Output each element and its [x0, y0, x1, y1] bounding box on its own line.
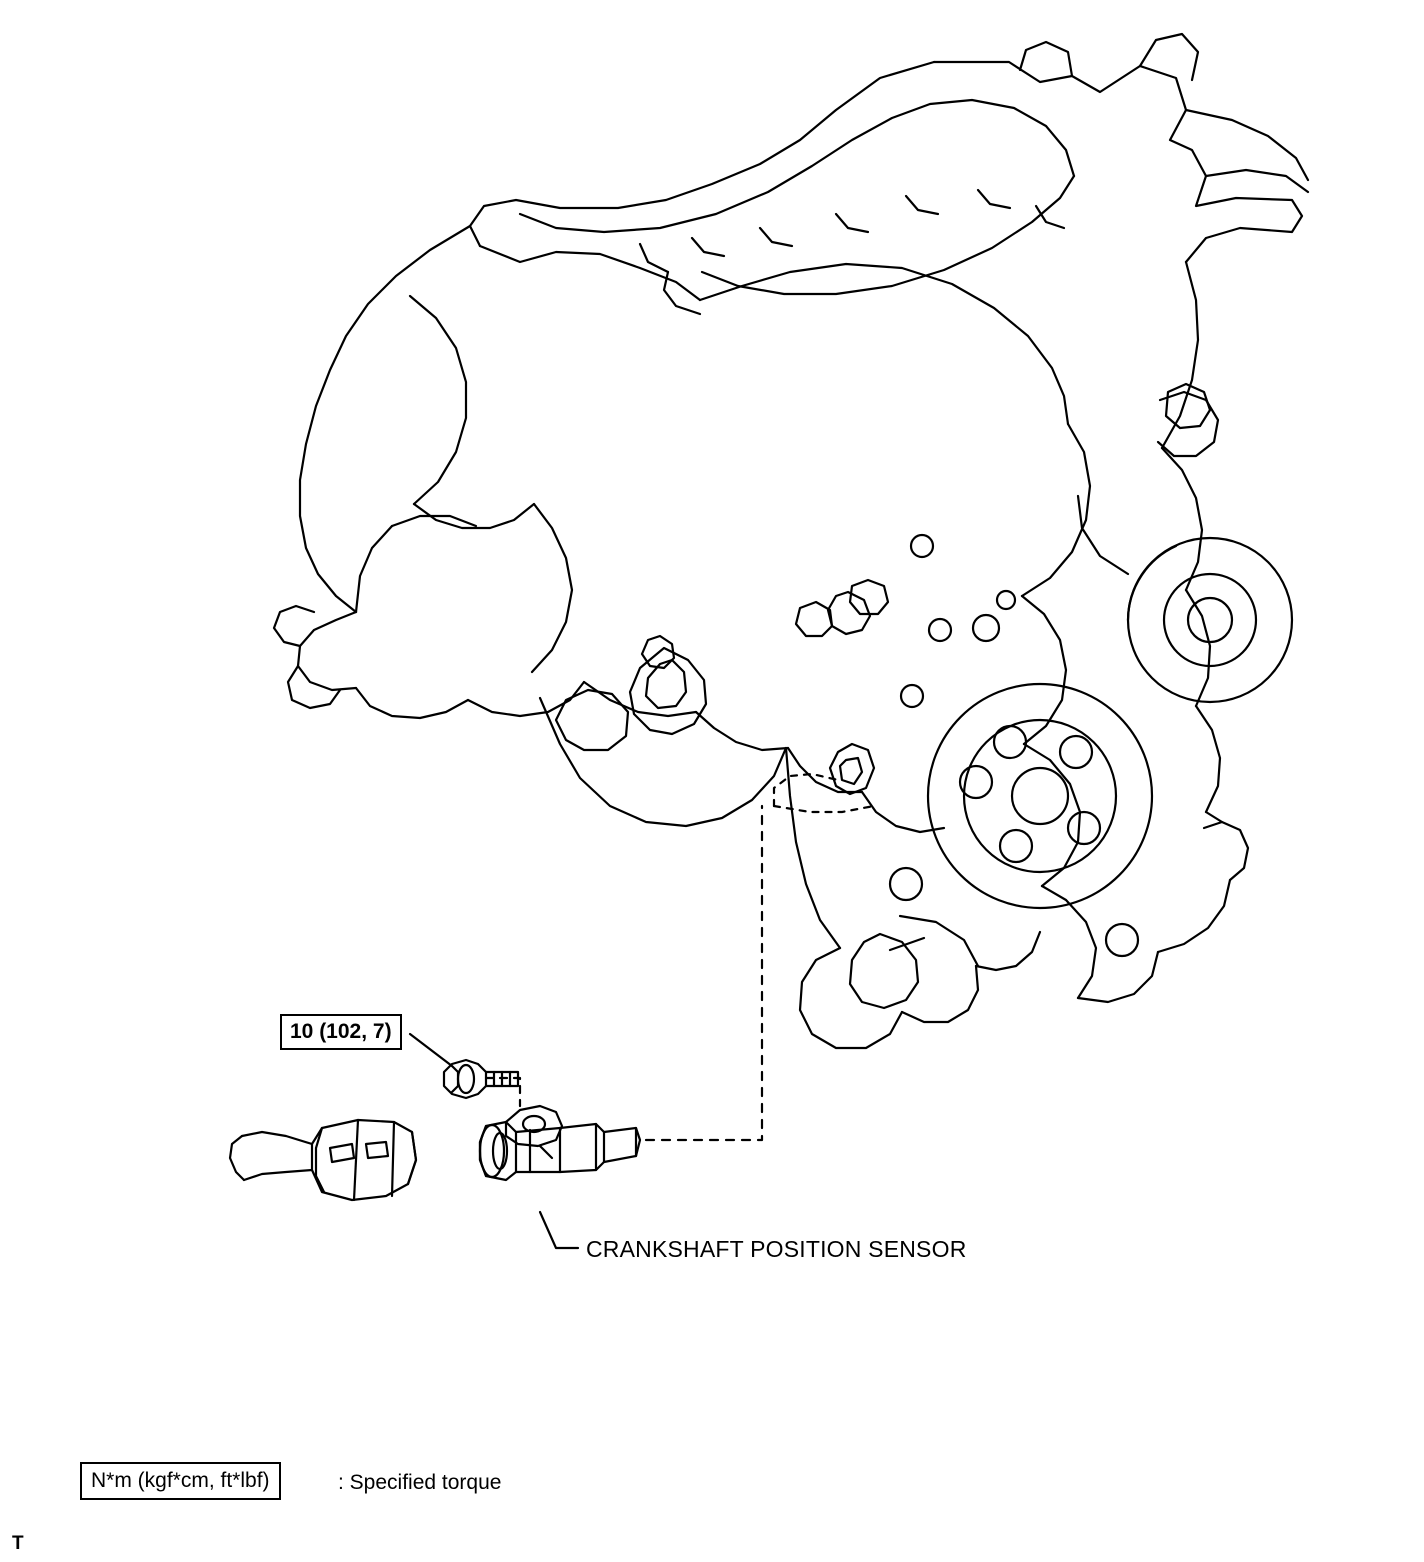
part-label-crankshaft-position-sensor: CRANKSHAFT POSITION SENSOR [586, 1236, 967, 1262]
legend-unit-box: N*m (kgf*cm, ft*lbf) [80, 1462, 281, 1500]
legend-description: : Specified torque [338, 1471, 502, 1494]
corner-mark: T [12, 1533, 24, 1554]
torque-callout-box: 10 (102, 7) [280, 1014, 402, 1050]
